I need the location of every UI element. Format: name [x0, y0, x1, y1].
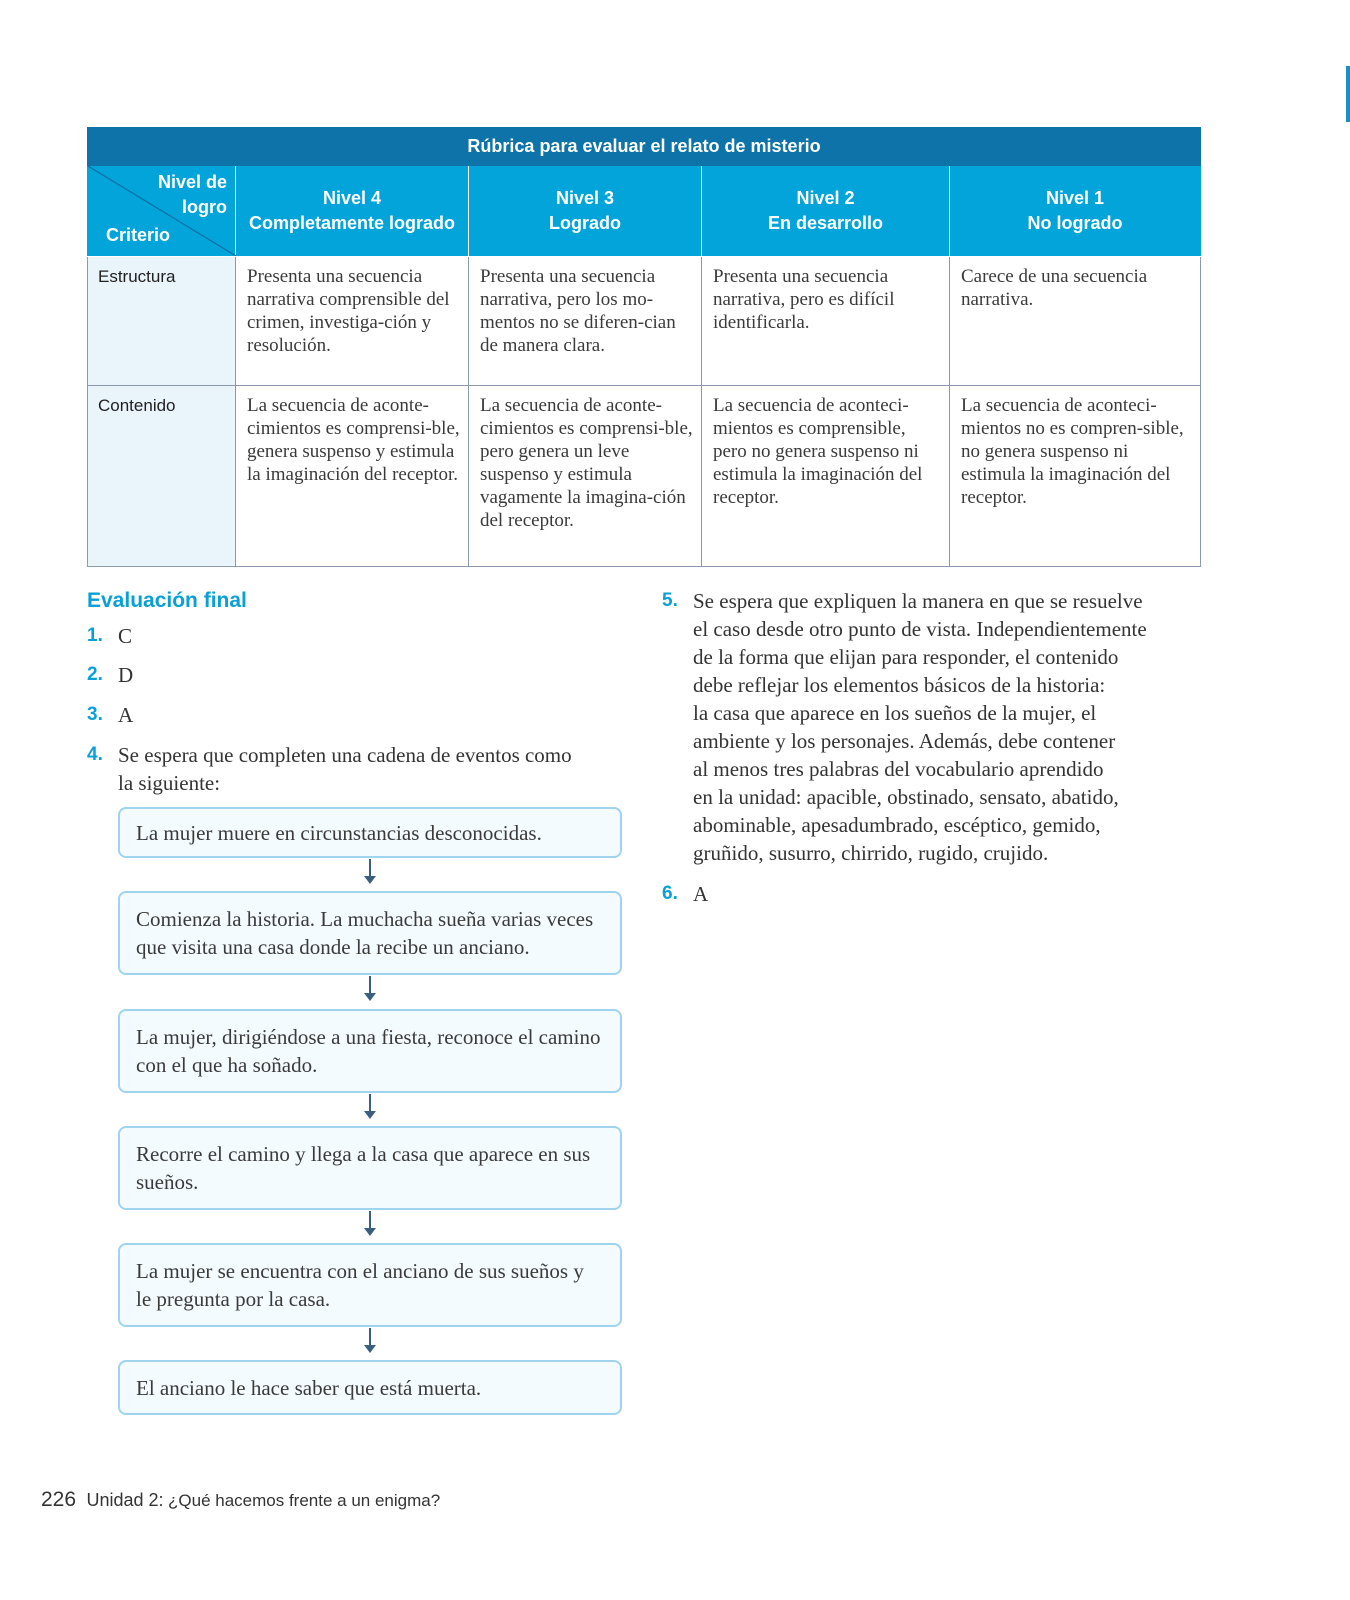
rubric-cell: Presenta una secuencia narrativa, pero los mo-mentos no se diferen-cian de manera clara. [469, 257, 702, 386]
level-4-header [236, 166, 469, 257]
item-text: A [118, 703, 134, 727]
rubric-cell: La secuencia de aconteci-mientos es comprensible, pero no genera suspenso ni estimula la imaginación del receptor. [702, 386, 950, 567]
level-2-number: Nivel 2 [796, 188, 855, 208]
criterion-estructura: Estructura [88, 257, 236, 386]
event-box-5: La mujer se encuentra con el anciano de sus sueños y le pregunta por la casa. [118, 1243, 622, 1327]
arrow-down-icon [363, 1094, 377, 1120]
item-number: 2. [87, 664, 103, 685]
page-number: 226 [41, 1488, 77, 1511]
rubric-cell: La secuencia de aconte-cimientos es comprensi-ble, genera suspenso y estimula la imaginación del receptor. [236, 386, 469, 567]
level-2-label: En desarrollo [767, 213, 884, 233]
item-number: 5. [662, 590, 678, 611]
answer-item-1 [87, 622, 132, 650]
level-2-header [702, 166, 950, 257]
rubric-cell: La secuencia de aconteci-mientos no es compren-sible, no genera suspenso ni estimula la imaginación del receptor. [950, 386, 1201, 567]
footer-question: ¿Qué hacemos frente a un enigma? [168, 1491, 441, 1510]
event-box-6: El anciano le hace saber que está muerta. [118, 1360, 622, 1415]
item-number: 3. [87, 704, 103, 725]
level-4-label: Completamente logrado [248, 213, 456, 233]
level-1-label: No logrado [1027, 213, 1123, 233]
event-box-4: Recorre el camino y llega a la casa que aparece en sus sueños. [118, 1126, 622, 1210]
arrow-down-icon [363, 859, 377, 885]
level-3-number: Nivel 3 [555, 188, 615, 208]
arrow-down-icon [363, 1211, 377, 1237]
rubric-table [87, 127, 1201, 567]
level-4-number: Nivel 4 [322, 188, 382, 208]
item-text: D [118, 663, 134, 687]
item-text: C [118, 624, 133, 648]
arrow-down-icon [363, 1328, 377, 1354]
event-box-3: La mujer, dirigiéndose a una fiesta, reconoce el camino con el que ha soñado. [118, 1009, 622, 1093]
item-text: Se espera que expliquen la manera en que se resuelve el caso desde otro punto de vista. Independientemente de la forma que elijan para responder, el contenido debe reflejar los elementos básicos de la historia: la casa que aparece en los sueños de la mujer, el ambiente y los personajes. Además, debe contener al menos tres palabras del vocabulario aprendido en la unidad: apacible, obstinado, sensato, abatido, abominable, apesadumbrado, escéptico, gemido, gruñido, susurro, chirrido, rugido, crujido. [693, 589, 1147, 865]
corner-level-label: Nivel de logro [157, 172, 227, 217]
rubric-cell: Presenta una secuencia narrativa comprensible del crimen, investiga-ción y resolución. [236, 257, 469, 386]
rubric-row-estructura [88, 257, 1201, 386]
answer-item-4 [87, 741, 632, 797]
level-1-header [950, 166, 1201, 257]
item-number: 6. [662, 883, 678, 904]
arrow-down-icon [363, 976, 377, 1002]
footer-unit: Unidad 2: [86, 1490, 164, 1510]
page-edge-marker [1346, 66, 1350, 122]
rubric-title: Rúbrica para evaluar el relato de misterio [88, 128, 1201, 166]
rubric-corner-header [88, 166, 236, 257]
item-number: 4. [87, 744, 103, 765]
evaluation-title: Evaluación final [87, 589, 247, 612]
level-1-number: Nivel 1 [1045, 188, 1105, 208]
answer-item-3 [87, 701, 133, 729]
item-text: A [693, 882, 709, 906]
answer-item-5 [662, 587, 1207, 867]
rubric-cell: Carece de una secuencia narrativa. [950, 257, 1201, 386]
event-box-2: Comienza la historia. La muchacha sueña varias veces que visita una casa donde la recibe un anciano. [118, 891, 622, 975]
item-text: Se espera que completen una cadena de eventos como la siguiente: [118, 743, 572, 795]
rubric-cell: Presenta una secuencia narrativa, pero es difícil identificarla. [702, 257, 950, 386]
rubric-cell: La secuencia de aconte-cimientos es comprensi-ble, pero genera un leve suspenso y estimula vagamente la imagina-ción del receptor. [469, 386, 702, 567]
level-3-label: Logrado [549, 213, 621, 233]
answer-item-6 [662, 880, 1207, 908]
level-3-header [469, 166, 702, 257]
page-footer [41, 1488, 440, 1512]
answer-item-2 [87, 661, 133, 689]
corner-criterion-label: Criterio [106, 225, 171, 245]
rubric-row-contenido [88, 386, 1201, 567]
item-number: 1. [87, 625, 103, 646]
event-box-1: La mujer muere en circunstancias desconocidas. [118, 807, 622, 858]
criterion-contenido: Contenido [88, 386, 236, 567]
